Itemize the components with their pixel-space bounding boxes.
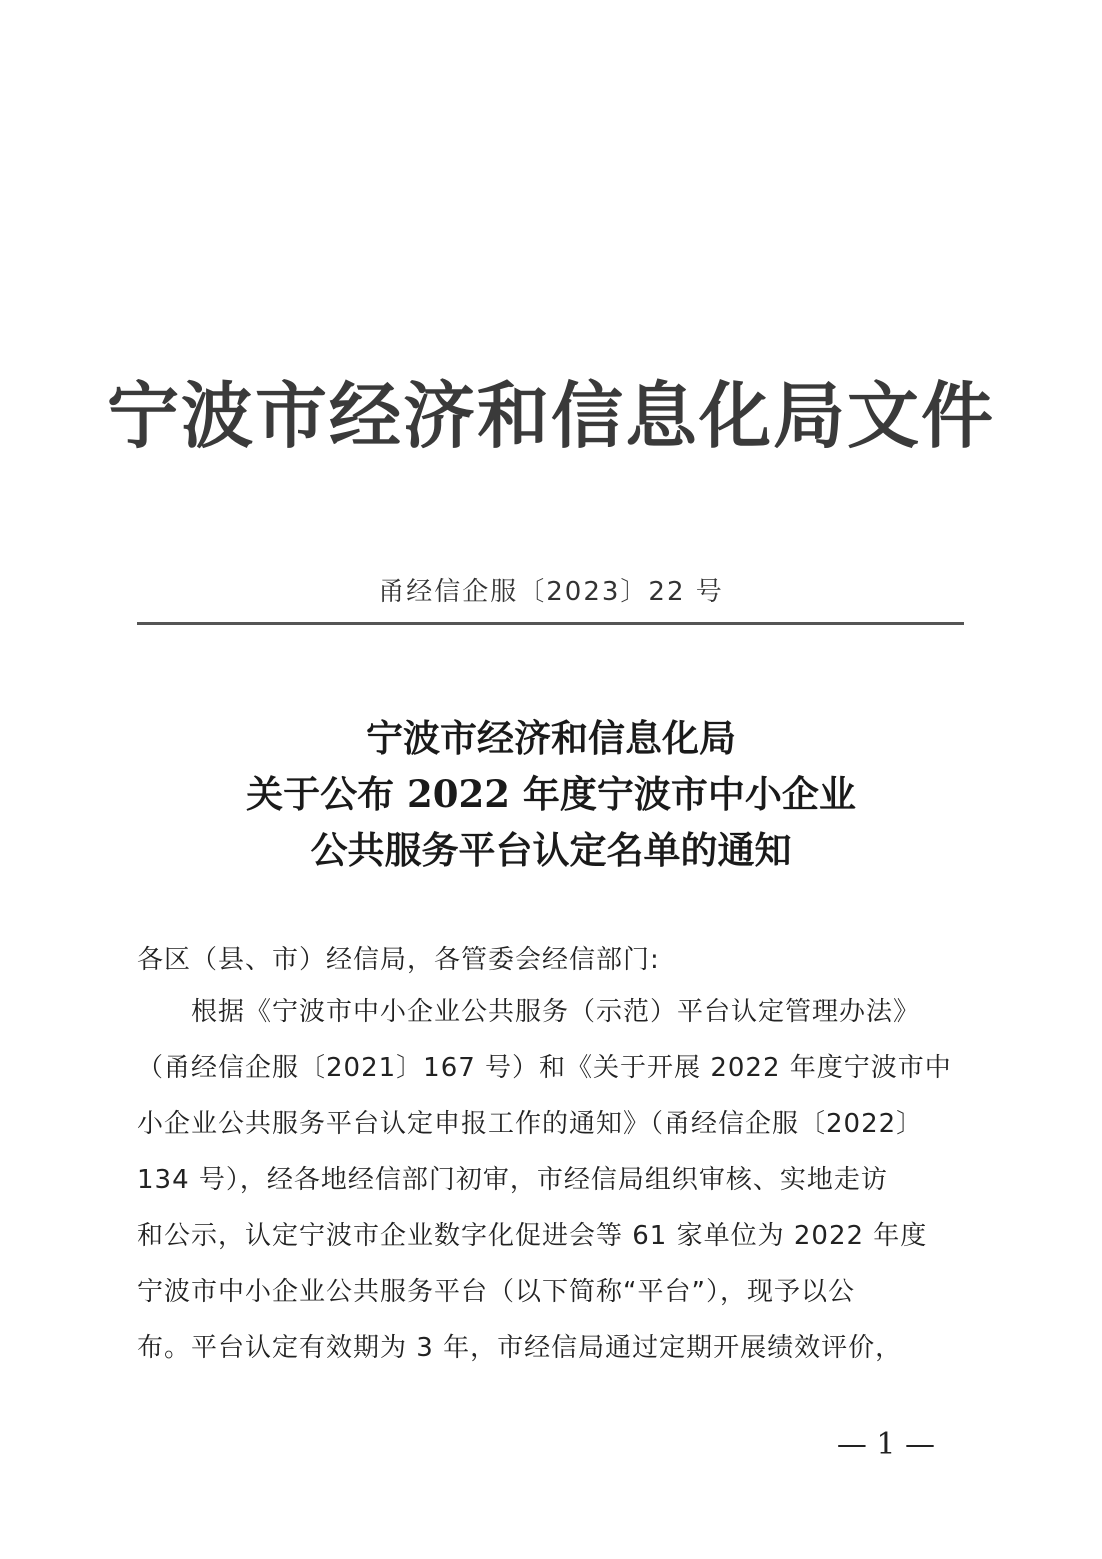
recipient-line: 各区（县、市）经信局，各管委会经信部门: (137, 945, 660, 975)
body-line: 小企业公共服务平台认定申报工作的通知》（甬经信企服〔2022〕 (137, 1109, 924, 1139)
body-line: （甬经信企服〔2021〕167 号）和《关于开展 2022 年度宁波市中 (137, 1053, 952, 1083)
notice-title-line: 公共服务平台认定名单的通知 (310, 828, 792, 872)
body-line: 和公示，认定宁波市企业数字化促进会等 61 家单位为 2022 年度 (137, 1221, 928, 1251)
header-divider (137, 622, 964, 625)
notice-title-line: 关于公布 2022 年度宁波市中小企业 (246, 772, 856, 816)
notice-title-line: 宁波市经济和信息化局 (366, 716, 736, 760)
body-line: 134 号），经各地经信部门初审，市经信局组织审核、实地走访 (137, 1165, 888, 1195)
document-number: 甬经信企服〔2023〕22 号 (378, 577, 724, 607)
body-line: 根据《宁波市中小企业公共服务（示范）平台认定管理办法》 (137, 997, 921, 1027)
notice-title (0, 710, 1102, 878)
body-text (137, 990, 967, 1382)
body-line: 宁波市中小企业公共服务平台（以下简称“平台”），现予以公 (137, 1277, 855, 1307)
page-number: — 1 — (836, 1427, 935, 1462)
document-masthead: 宁波市经济和信息化局文件 (106, 373, 995, 458)
body-line: 布。平台认定有效期为 3 年，市经信局通过定期开展绩效评价， (137, 1333, 903, 1363)
